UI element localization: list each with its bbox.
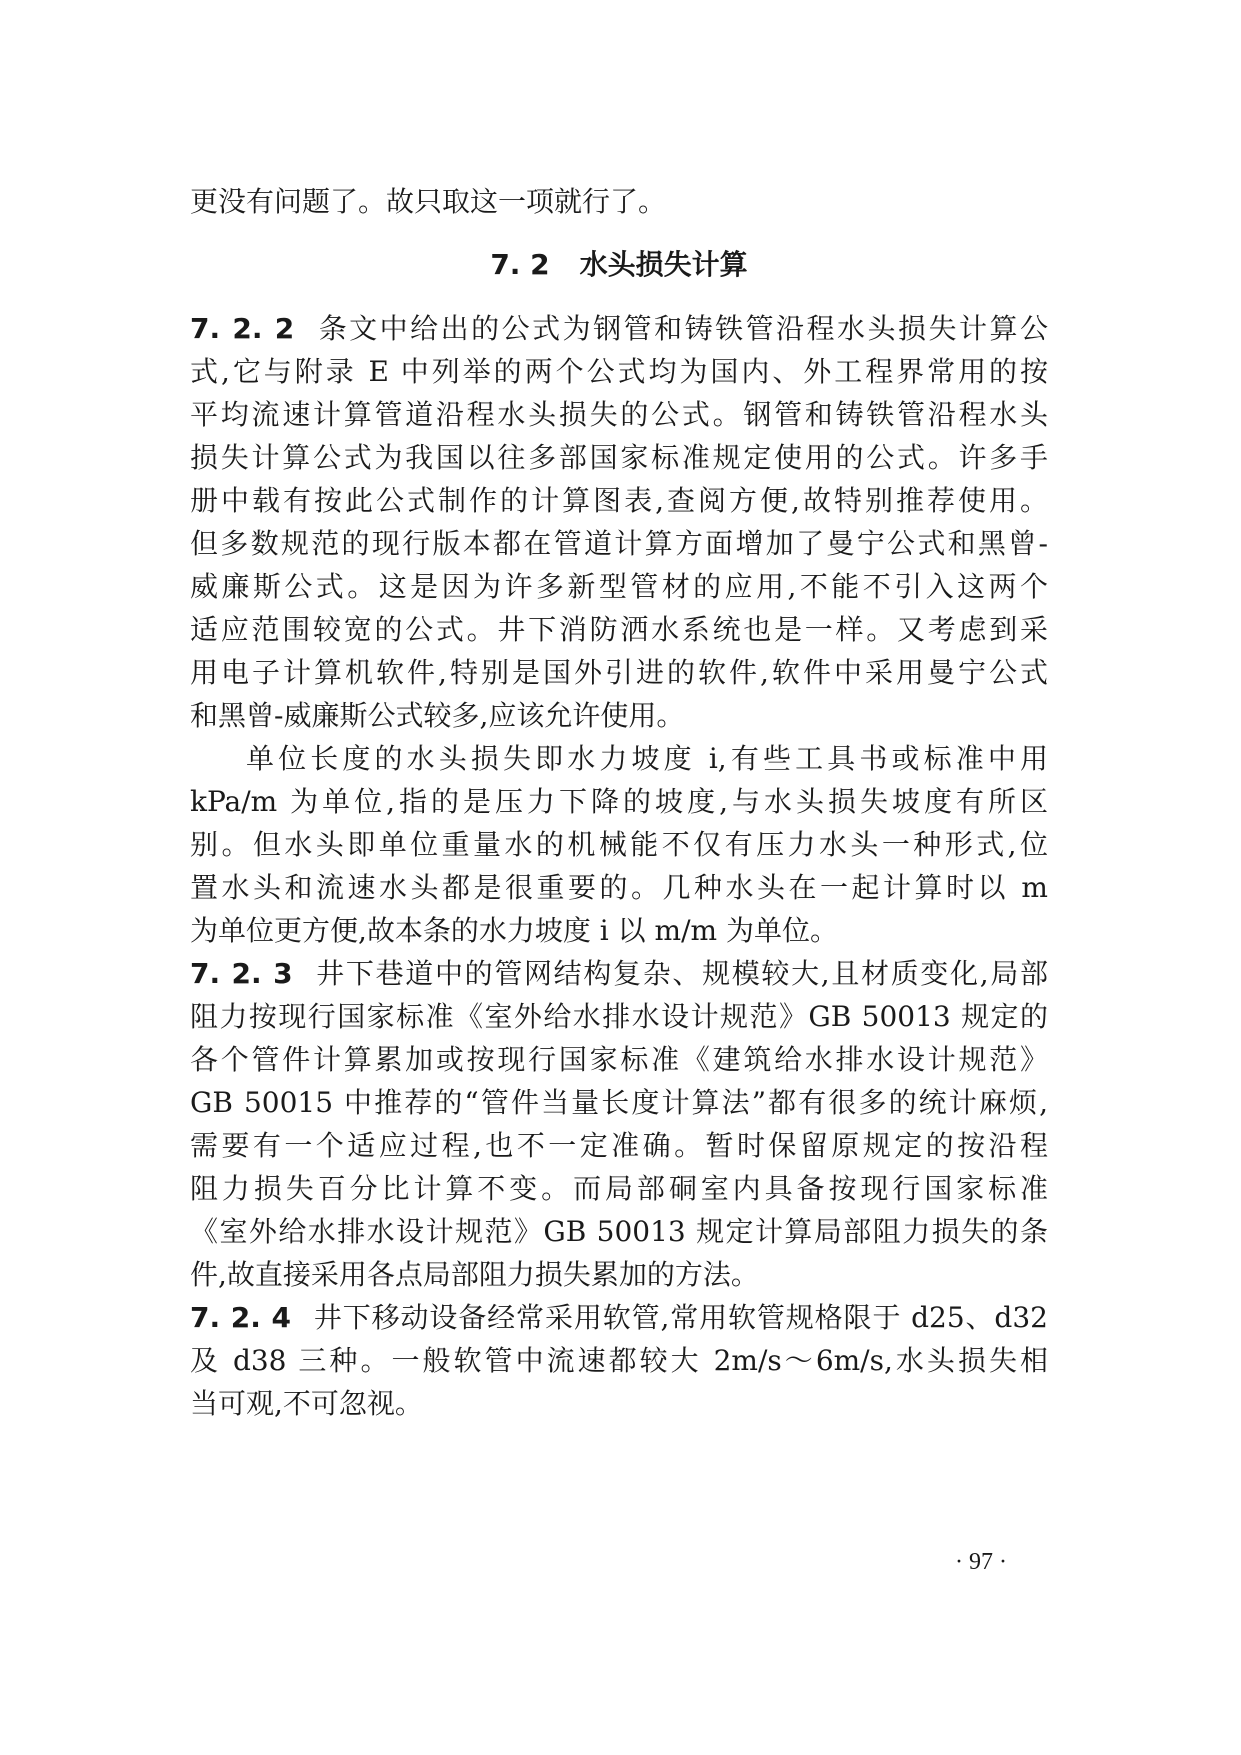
clause-line: 用电子计算机软件,特别是国外引进的软件,软件中采用曼宁公式 bbox=[190, 656, 1048, 689]
clause-line bbox=[190, 1296, 1048, 1339]
clause-line: 平均流速计算管道沿程水头损失的公式。钢管和铸铁管沿程水头 bbox=[190, 398, 1048, 431]
clause-text: 井下移动设备经常采用软管,常用软管规格限于 d25、d32 bbox=[312, 1301, 1048, 1334]
clause-line: 损失计算公式为我国以往多部国家标准规定使用的公式。许多手 bbox=[190, 441, 1048, 474]
clause-line: GB 50015 中推荐的“管件当量长度计算法”都有很多的统计麻烦, bbox=[190, 1086, 1048, 1119]
continuation-line: 更没有问题了。故只取这一项就行了。 bbox=[190, 185, 667, 218]
clause-line: 别。但水头即单位重量水的机械能不仅有压力水头一种形式,位 bbox=[190, 828, 1048, 861]
clause-text: 井下巷道中的管网结构复杂、规模较大,且材质变化,局部 bbox=[314, 957, 1048, 990]
clause-7-2-4 bbox=[190, 1296, 1048, 1425]
clause-line: 当可观,不可忽视。 bbox=[190, 1387, 423, 1420]
clause-line: 单位长度的水头损失即水力坡度 i,有些工具书或标准中用 bbox=[246, 742, 1048, 775]
clause-line: 需要有一个适应过程,也不一定准确。暂时保留原规定的按沿程 bbox=[190, 1129, 1048, 1162]
clause-7-2-3 bbox=[190, 952, 1048, 1296]
clause-line: 及 d38 三种。一般软管中流速都较大 2m/s～6m/s,水头损失相 bbox=[190, 1344, 1048, 1377]
clause-line: 式,它与附录 E 中列举的两个公式均为国内、外工程界常用的按 bbox=[190, 355, 1048, 388]
clause-7-2-2 bbox=[190, 307, 1048, 952]
section-number: 7. 2 bbox=[490, 248, 550, 281]
page-number: · 97 · bbox=[955, 1549, 1007, 1575]
clause-line: kPa/m 为单位,指的是压力下降的坡度,与水头损失坡度有所区 bbox=[190, 785, 1048, 818]
clause-line: 各个管件计算累加或按现行国家标准《建筑给水排水设计规范》 bbox=[190, 1043, 1048, 1076]
clause-line: 置水头和流速水头都是很重要的。几种水头在一起计算时以 m bbox=[190, 871, 1048, 904]
clause-line: 册中载有按此公式制作的计算图表,查阅方便,故特别推荐使用。 bbox=[190, 484, 1048, 517]
clause-line: 适应范围较宽的公式。井下消防洒水系统也是一样。又考虑到采 bbox=[190, 613, 1048, 646]
section-heading bbox=[190, 243, 1048, 286]
clause-line: 和黑曾-威廉斯公式较多,应该允许使用。 bbox=[190, 699, 685, 732]
clause-text: 条文中给出的公式为钢管和铸铁管沿程水头损失计算公 bbox=[316, 312, 1048, 345]
clause-line: 阻力损失百分比计算不变。而局部硐室内具备按现行国家标准 bbox=[190, 1172, 1048, 1205]
clause-number: 7. 2. 3 bbox=[190, 957, 293, 990]
page-body bbox=[190, 180, 1048, 1425]
clause-number: 7. 2. 2 bbox=[190, 312, 295, 345]
clause-line: 为单位更方便,故本条的水力坡度 i 以 m/m 为单位。 bbox=[190, 914, 838, 947]
clause-line: 阻力按现行国家标准《室外给水排水设计规范》GB 50013 规定的 bbox=[190, 1000, 1048, 1033]
clause-line: 件,故直接采用各点局部阻力损失累加的方法。 bbox=[190, 1258, 759, 1291]
clause-line bbox=[190, 952, 1048, 995]
clause-line: 但多数规范的现行版本都在管道计算方面增加了曼宁公式和黑曾- bbox=[190, 527, 1048, 560]
clause-number: 7. 2. 4 bbox=[190, 1301, 291, 1334]
clause-line: 《室外给水排水设计规范》GB 50013 规定计算局部阻力损失的条 bbox=[190, 1215, 1048, 1248]
section-title: 水头损失计算 bbox=[579, 248, 748, 281]
clause-line bbox=[190, 307, 1048, 350]
clause-line: 威廉斯公式。这是因为许多新型管材的应用,不能不引入这两个 bbox=[190, 570, 1048, 603]
